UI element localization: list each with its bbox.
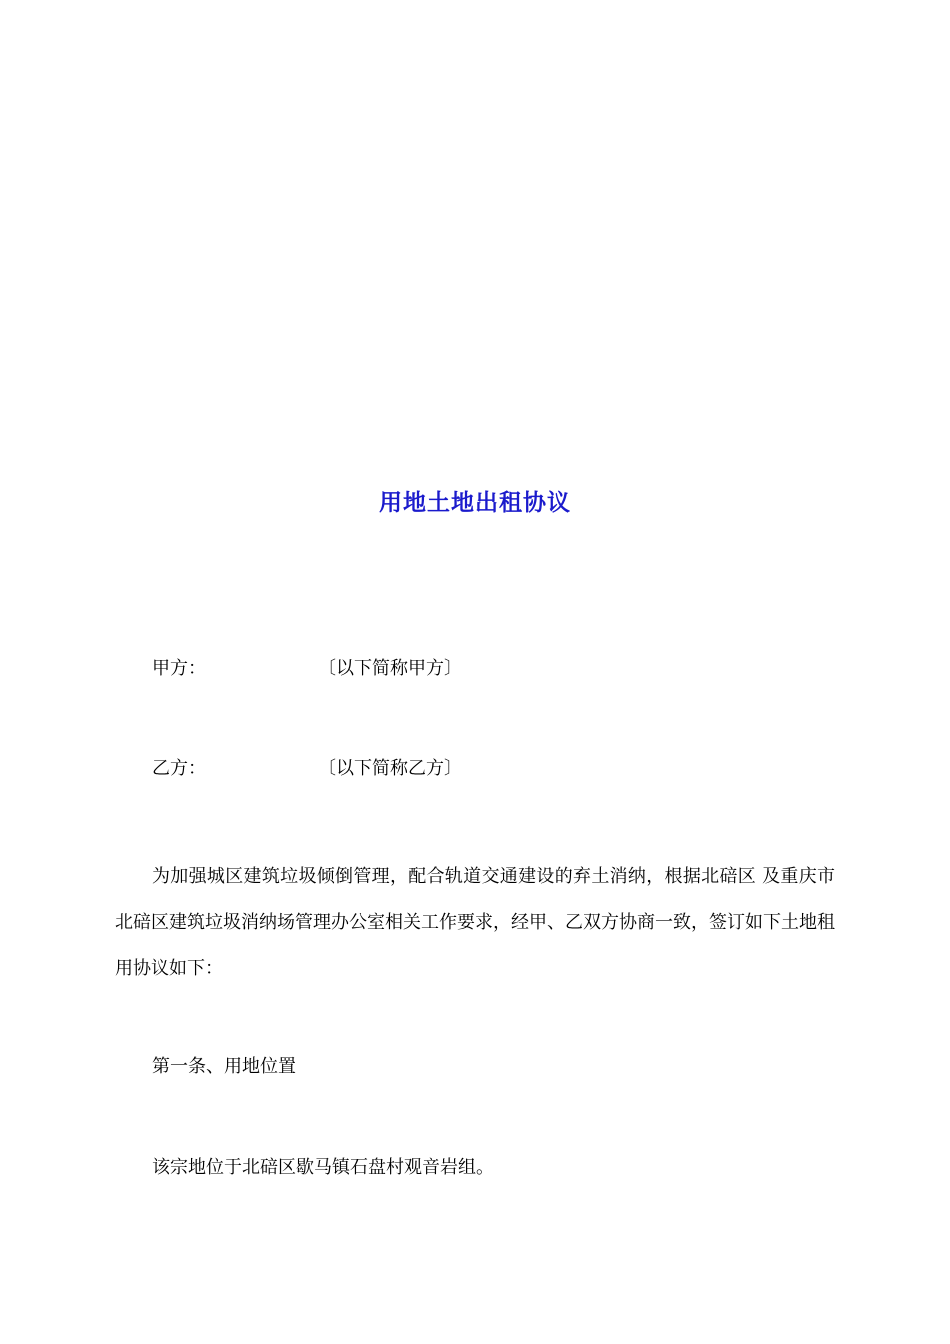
- party-b-label: 乙方：: [152, 758, 206, 779]
- party-a-note: 〔以下简称甲方〕: [318, 658, 462, 679]
- document-title: 用地土地出租协议: [379, 489, 571, 516]
- intro-paragraph: 为加强城区建筑垃圾倾倒管理，配合轨道交通建设的弃土消纳，根据北碚区 及重庆市北碚区建筑垃圾消纳场管理办公室相关工作要求，经甲、乙双方协商一致，签订如下土地租用协议如下：: [115, 866, 835, 979]
- party-a-label: 甲方：: [152, 658, 206, 679]
- article-1-body: 该宗地位于北碚区歇马镇石盘村观音岩组。: [152, 1157, 494, 1178]
- article-1-heading: 第一条、用地位置: [152, 1056, 296, 1077]
- party-a-line: [152, 656, 462, 682]
- party-b-line: [152, 756, 462, 782]
- party-b-note: 〔以下简称乙方〕: [318, 758, 462, 779]
